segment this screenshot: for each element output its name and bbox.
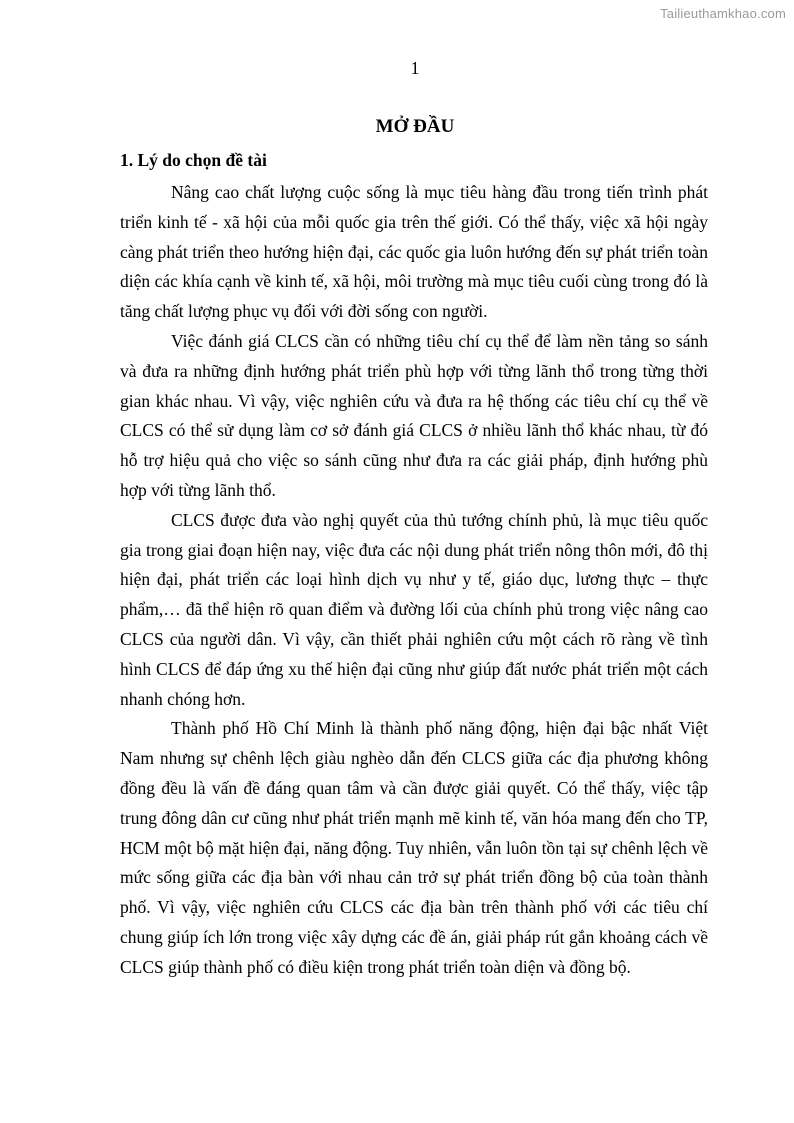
paragraph: Việc đánh giá CLCS cần có những tiêu chí cụ thể để làm nền tảng so sánh và đưa ra những định hướng phát triển phù hợp với từng lãnh thổ trong từng thời gian khác nhau. Vì vậy, việc nghiên cứu và đưa ra hệ thống các tiêu chí cụ thể về CLCS có thể sử dụng làm cơ sở đánh giá CLCS ở nhiều lãnh thổ khác nhau, từ đó hỗ trợ hiệu quả cho việc so sánh cũng như đưa ra các giải pháp, định hướng phù hợp với từng lãnh thổ. (120, 330, 708, 500)
section-heading: 1. Lý do chọn đề tài (120, 150, 267, 170)
paragraph: Nâng cao chất lượng cuộc sống là mục tiêu hàng đầu trong tiến trình phát triển kinh tế - xã hội của mỗi quốc gia trên thế giới. Có thể thấy, việc xã hội ngày càng phát triển theo hướng hiện đại, các quốc gia luôn hướng đến sự phát triển toàn diện các khía cạnh về kinh tế, xã hội, môi trường mà mục tiêu cuối cùng trong đó là tăng chất lượng phục vụ đối với đời sống con người. (120, 182, 708, 322)
page-number: 1 (410, 58, 420, 78)
paragraph: CLCS được đưa vào nghị quyết của thủ tướng chính phủ, là mục tiêu quốc gia trong giai đoạn hiện nay, việc đưa các nội dung phát triển nông thôn mới, đô thị hiện đại, phát triển các loại hình dịch vụ như y tế, giáo dục, lương thực – thực phẩm,… đã thể hiện rõ quan điểm và đường lối của chính phủ trong việc nâng cao CLCS của người dân. Vì vậy, cần thiết phải nghiên cứu một cách rõ ràng về tình hình CLCS để đáp ứng xu thế hiện đại cũng như giúp đất nước phát triển một cách nhanh chóng hơn. (120, 509, 708, 709)
paragraph: Thành phố Hồ Chí Minh là thành phố năng động, hiện đại bậc nhất Việt Nam nhưng sự chênh lệch giàu nghèo dẫn đến CLCS giữa các địa phương không đồng đều là vấn đề đáng quan tâm và cần được giải quyết. Có thể thấy, việc tập trung đông dân cư cũng như phát triển mạnh mẽ kinh tế, văn hóa mang đến cho TP, HCM một bộ mặt hiện đại, năng động. Tuy nhiên, vẫn luôn tồn tại sự chênh lệch về mức sống giữa các địa bàn với nhau cản trở sự phát triển đồng bộ của toàn thành phố. Vì vậy, việc nghiên cứu CLCS các địa bàn trên thành phố với các tiêu chí chung giúp ích lớn trong việc xây dựng các đề án, giải pháp rút gắn khoảng cách về CLCS giúp thành phố có điều kiện trong phát triển toàn diện và đồng bộ. (120, 718, 708, 977)
watermark-text: Tailieuthamkhao.com (660, 6, 786, 21)
document-title: MỞ ĐẦU (375, 116, 455, 137)
body-text (120, 178, 708, 983)
